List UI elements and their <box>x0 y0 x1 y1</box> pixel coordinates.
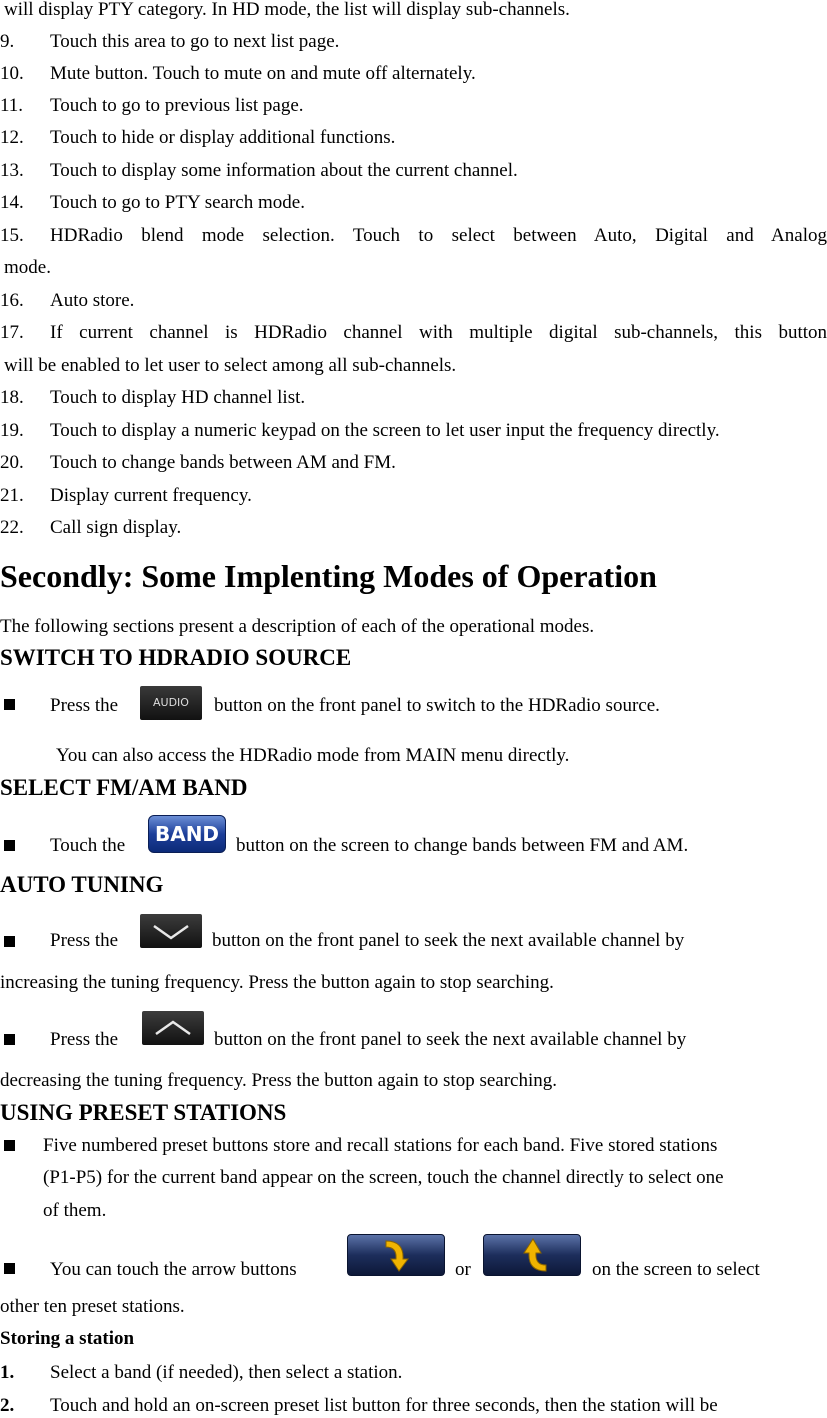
bullet-item <box>0 1234 827 1278</box>
heading-switch-source: SWITCH TO HDRADIO SOURCE <box>0 645 352 670</box>
item-number: 17. <box>0 322 24 343</box>
item-number: 10. <box>0 63 24 84</box>
item-text: Touch to go to previous list page. <box>50 95 304 116</box>
item-text: If current channel is HDRadio channel with multiple digital sub-channels, this button <box>50 322 827 343</box>
bullet-continuation: of them. <box>43 1200 107 1221</box>
item-text: Touch to hide or display additional functions. <box>50 127 396 148</box>
chevron-up-icon <box>142 1011 204 1045</box>
arrow-up-left-icon <box>483 1234 581 1276</box>
item-text: Touch to display some information about the current channel. <box>50 160 518 181</box>
or-text: or <box>455 1259 471 1280</box>
section-title: Secondly: Some Implenting Modes of Operation <box>0 558 657 594</box>
bullet-item <box>0 815 827 855</box>
item-number: 20. <box>0 452 24 473</box>
bullet-item <box>0 686 827 726</box>
bullet-icon <box>4 840 15 851</box>
bullet-text-post: button on the front panel to seek the next available channel by <box>214 1029 687 1050</box>
item-text: Touch to change bands between AM and FM. <box>50 452 396 473</box>
bullet-continuation: increasing the tuning frequency. Press the button again to stop searching. <box>0 972 554 993</box>
item-text: Call sign display. <box>50 517 182 538</box>
item-number: 9. <box>0 31 15 52</box>
item-number: 14. <box>0 192 24 213</box>
heading-storing: Storing a station <box>0 1328 135 1349</box>
item-text: Touch to display HD channel list. <box>50 387 306 408</box>
list-item <box>0 224 827 248</box>
bullet-continuation: other ten preset stations. <box>0 1296 185 1317</box>
bullet-item <box>0 914 827 954</box>
bullet-icon <box>4 699 15 710</box>
step-text: Touch and hold an on-screen preset list button for three seconds, then the station will be <box>50 1395 718 1416</box>
bullet-icon <box>4 1263 15 1274</box>
heading-band: SELECT FM/AM BAND <box>0 775 248 800</box>
item-text: HDRadio blend mode selection. Touch to select between Auto, Digital and Analog <box>50 225 827 246</box>
item-number: 21. <box>0 485 24 506</box>
heading-presets: USING PRESET STATIONS <box>0 1100 287 1125</box>
continued-text: will display PTY category. In HD mode, the list will display sub-channels. <box>4 0 570 20</box>
bullet-icon <box>4 1034 15 1045</box>
item-continuation: mode. <box>4 257 51 278</box>
bullet-text-pre: Press the <box>50 695 119 716</box>
step-text: Select a band (if needed), then select a station. <box>50 1362 403 1383</box>
item-text: Mute button. Touch to mute on and mute off alternately. <box>50 63 476 84</box>
section-intro: The following sections present a description of each of the operational modes. <box>0 616 595 637</box>
bullet-text-post: button on the front panel to seek the next available channel by <box>212 930 685 951</box>
item-text: Auto store. <box>50 290 135 311</box>
item-number: 13. <box>0 160 24 181</box>
bullet-text-pre: Press the <box>50 930 119 951</box>
note-text: You can also access the HDRadio mode from MAIN menu directly. <box>56 745 570 766</box>
audio-button-image: AUDIO <box>140 686 202 720</box>
item-text: Touch to go to PTY search mode. <box>50 192 305 213</box>
list-item <box>0 321 827 345</box>
bullet-text-pre: You can touch the arrow buttons <box>50 1259 297 1280</box>
step-number: 1. <box>0 1362 15 1383</box>
item-number: 18. <box>0 387 24 408</box>
bullet-text-post: button on the front panel to switch to the HDRadio source. <box>214 695 660 716</box>
item-text: Touch to display a numeric keypad on the screen to let user input the frequency directly. <box>50 420 720 441</box>
item-number: 15. <box>0 225 24 246</box>
band-button-image: BAND <box>148 815 226 853</box>
item-number: 19. <box>0 420 24 441</box>
bullet-text-post: button on the screen to change bands between FM and AM. <box>236 835 689 856</box>
chevron-down-icon <box>140 914 202 948</box>
bullet-continuation: decreasing the tuning frequency. Press the button again to stop searching. <box>0 1070 558 1091</box>
step-number: 2. <box>0 1395 15 1416</box>
bullet-text-post: on the screen to select <box>592 1259 760 1280</box>
item-number: 11. <box>0 95 24 116</box>
arrow-down-right-icon <box>347 1234 445 1276</box>
item-text: Touch this area to go to next list page. <box>50 31 340 52</box>
bullet-icon <box>4 936 15 947</box>
item-number: 22. <box>0 517 24 538</box>
item-number: 12. <box>0 127 24 148</box>
item-continuation: will be enabled to let user to select among all sub-channels. <box>4 355 457 376</box>
item-number: 16. <box>0 290 24 311</box>
item-text: Display current frequency. <box>50 485 252 506</box>
bullet-icon <box>4 1140 15 1151</box>
bullet-text-pre: Touch the <box>50 835 126 856</box>
bullet-text-pre: Press the <box>50 1029 119 1050</box>
bullet-text: Five numbered preset buttons store and recall stations for each band. Five stored stations <box>43 1135 718 1156</box>
heading-auto-tuning: AUTO TUNING <box>0 872 164 897</box>
bullet-item <box>0 1011 827 1051</box>
bullet-continuation: (P1-P5) for the current band appear on the screen, touch the channel directly to select one <box>43 1167 724 1188</box>
